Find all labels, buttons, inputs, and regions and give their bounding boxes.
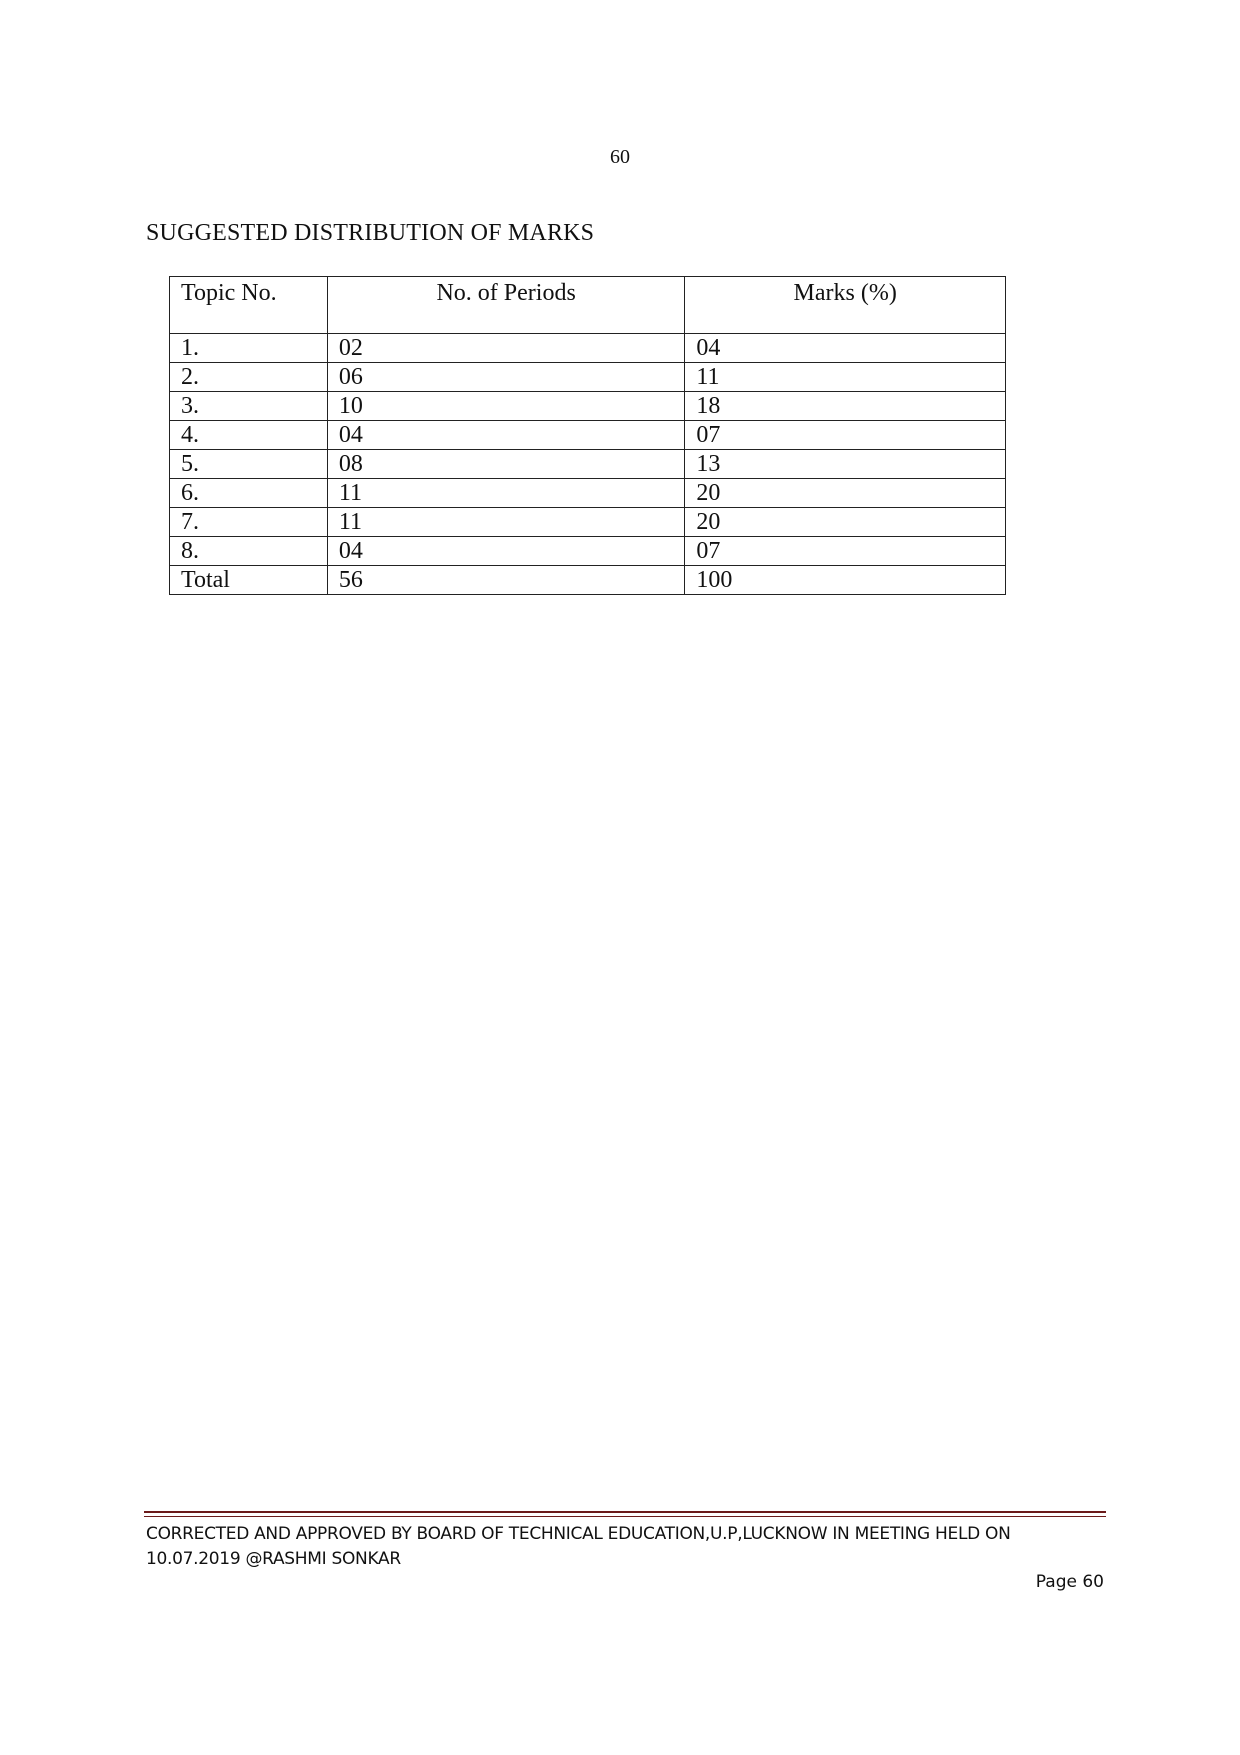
cell-marks: 07 [685,421,1006,450]
column-header-marks: Marks (%) [685,277,1006,334]
cell-topic: 7. [170,508,328,537]
cell-topic: 2. [170,363,328,392]
cell-total-periods: 56 [327,566,685,595]
column-header-topic: Topic No. [170,277,328,334]
footer-line-2: 10.07.2019 @RASHMI SONKAR [146,1549,401,1569]
table-row [170,450,1006,479]
cell-total-label: Total [170,566,328,595]
cell-marks: 13 [685,450,1006,479]
cell-marks: 20 [685,479,1006,508]
cell-topic: 6. [170,479,328,508]
section-title: SUGGESTED DISTRIBUTION OF MARKS [146,220,595,246]
cell-total-marks: 100 [685,566,1006,595]
cell-marks: 04 [685,334,1006,363]
cell-topic: 1. [170,334,328,363]
table-row [170,537,1006,566]
footer-page-number: Page 60 [1035,1572,1104,1592]
cell-periods: 04 [327,421,685,450]
table-row [170,334,1006,363]
cell-periods: 06 [327,363,685,392]
page-number-top: 60 [610,146,630,168]
cell-periods: 11 [327,508,685,537]
cell-periods: 10 [327,392,685,421]
footer-rule-thin [144,1516,1106,1517]
cell-periods: 02 [327,334,685,363]
table-total-row [170,566,1006,595]
cell-marks: 18 [685,392,1006,421]
column-header-periods: No. of Periods [327,277,685,334]
footer-rule [144,1511,1106,1513]
table-row [170,479,1006,508]
cell-marks: 11 [685,363,1006,392]
table-row [170,363,1006,392]
footer-approval-note [146,1522,1106,1572]
table-row [170,392,1006,421]
cell-topic: 3. [170,392,328,421]
table-row [170,508,1006,537]
cell-topic: 8. [170,537,328,566]
cell-periods: 04 [327,537,685,566]
cell-periods: 11 [327,479,685,508]
table-row [170,421,1006,450]
footer-line-1: CORRECTED AND APPROVED BY BOARD OF TECHNICAL EDUCATION,U.P,LUCKNOW IN MEETING HELD ON [146,1524,1011,1544]
table-header-row [170,277,1006,334]
cell-periods: 08 [327,450,685,479]
cell-topic: 4. [170,421,328,450]
cell-marks: 07 [685,537,1006,566]
cell-topic: 5. [170,450,328,479]
cell-marks: 20 [685,508,1006,537]
marks-distribution-table [169,276,1006,595]
